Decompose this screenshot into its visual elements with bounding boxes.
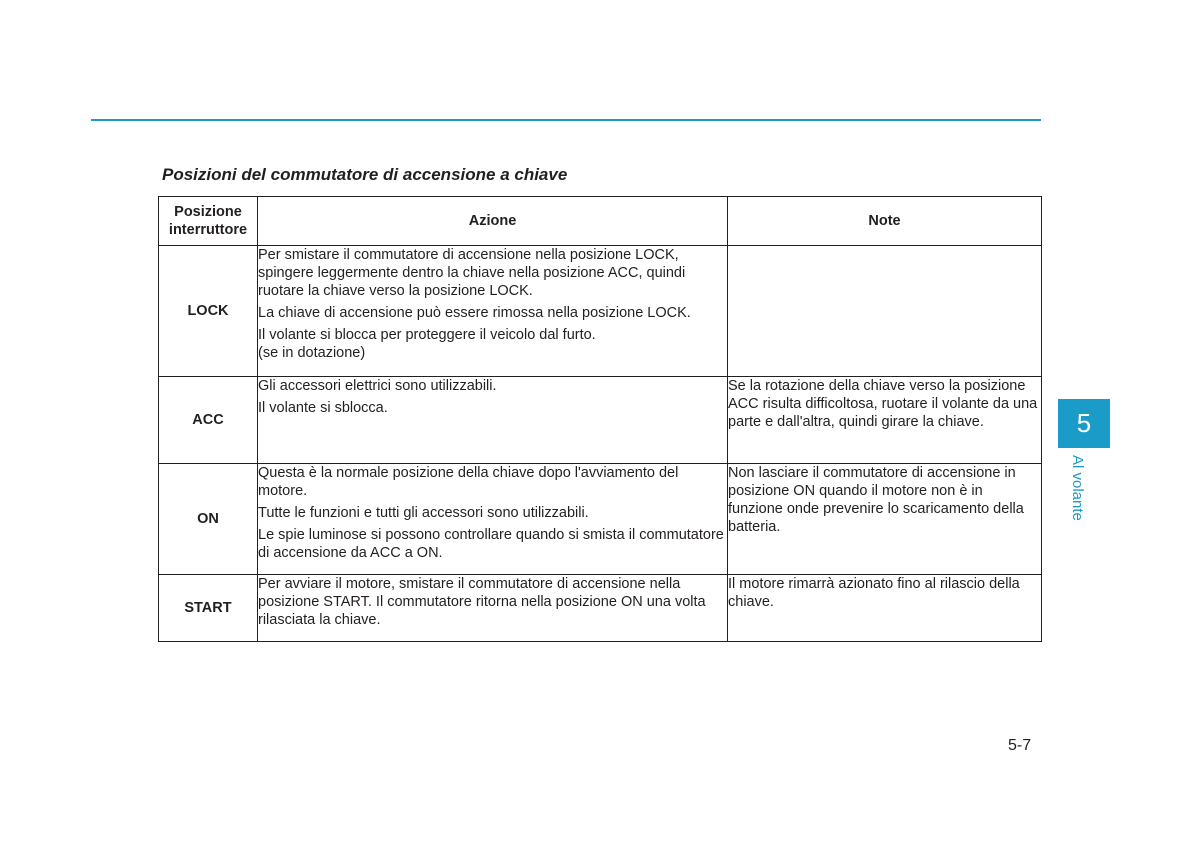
page-number: 5-7 (1008, 737, 1032, 754)
action-cell (258, 377, 728, 464)
notes-cell: Se la rotazione della chiave verso la posizione ACC risulta difficoltosa, ruotare il volante da una parte e dall'altra, quindi girare la chiave. (728, 377, 1042, 464)
action-cell (258, 575, 728, 642)
ignition-positions-table (158, 196, 1042, 642)
position-cell: ACC (159, 377, 258, 464)
table-row (159, 575, 1042, 642)
chapter-title: Al volante (1069, 455, 1086, 521)
position-cell: ON (159, 464, 258, 575)
action-text: La chiave di accensione può essere rimossa nella posizione LOCK. (258, 305, 691, 321)
action-text: Per avviare il motore, smistare il commutatore di accensione nella posizione START. Il commutatore ritorna nella posizione ON una volta rilasciata la chiave. (258, 576, 706, 628)
table-row (159, 464, 1042, 575)
action-cell (258, 464, 728, 575)
header-rule (91, 119, 1041, 121)
action-text: Le spie luminose si possono controllare quando si smista il commutatore di accensione da ACC a ON. (258, 527, 724, 561)
notes-cell: Il motore rimarrà azionato fino al rilascio della chiave. (728, 575, 1042, 642)
action-text: Tutte le funzioni e tutti gli accessori sono utilizzabili. (258, 505, 589, 521)
action-text: Per smistare il commutatore di accensione nella posizione LOCK, spingere leggermente dentro la chiave nella posizione ACC, quindi ruotare la chiave verso la posizione LOCK. (258, 247, 686, 299)
chapter-number-tab: 5 (1058, 399, 1110, 448)
action-text: (se in dotazione) (258, 345, 366, 361)
action-text: Il volante si sblocca. (258, 400, 388, 416)
notes-cell: Non lasciare il commutatore di accensione in posizione ON quando il motore non è in funzione onde prevenire lo scaricamento della batteria. (728, 464, 1042, 575)
header-position: Posizione interruttore (159, 197, 258, 246)
notes-cell (728, 246, 1042, 377)
header-notes: Note (728, 197, 1042, 246)
section-title: Posizioni del commutatore di accensione a chiave (162, 165, 568, 184)
action-text: Il volante si blocca per proteggere il veicolo dal furto. (258, 327, 596, 343)
table-header-row (159, 197, 1042, 246)
action-text: Questa è la normale posizione della chiave dopo l'avviamento del motore. (258, 465, 679, 499)
table-row (159, 377, 1042, 464)
action-cell (258, 246, 728, 377)
header-action: Azione (258, 197, 728, 246)
position-cell: LOCK (159, 246, 258, 377)
table-row (159, 246, 1042, 377)
position-cell: START (159, 575, 258, 642)
action-text: Gli accessori elettrici sono utilizzabili. (258, 378, 497, 394)
